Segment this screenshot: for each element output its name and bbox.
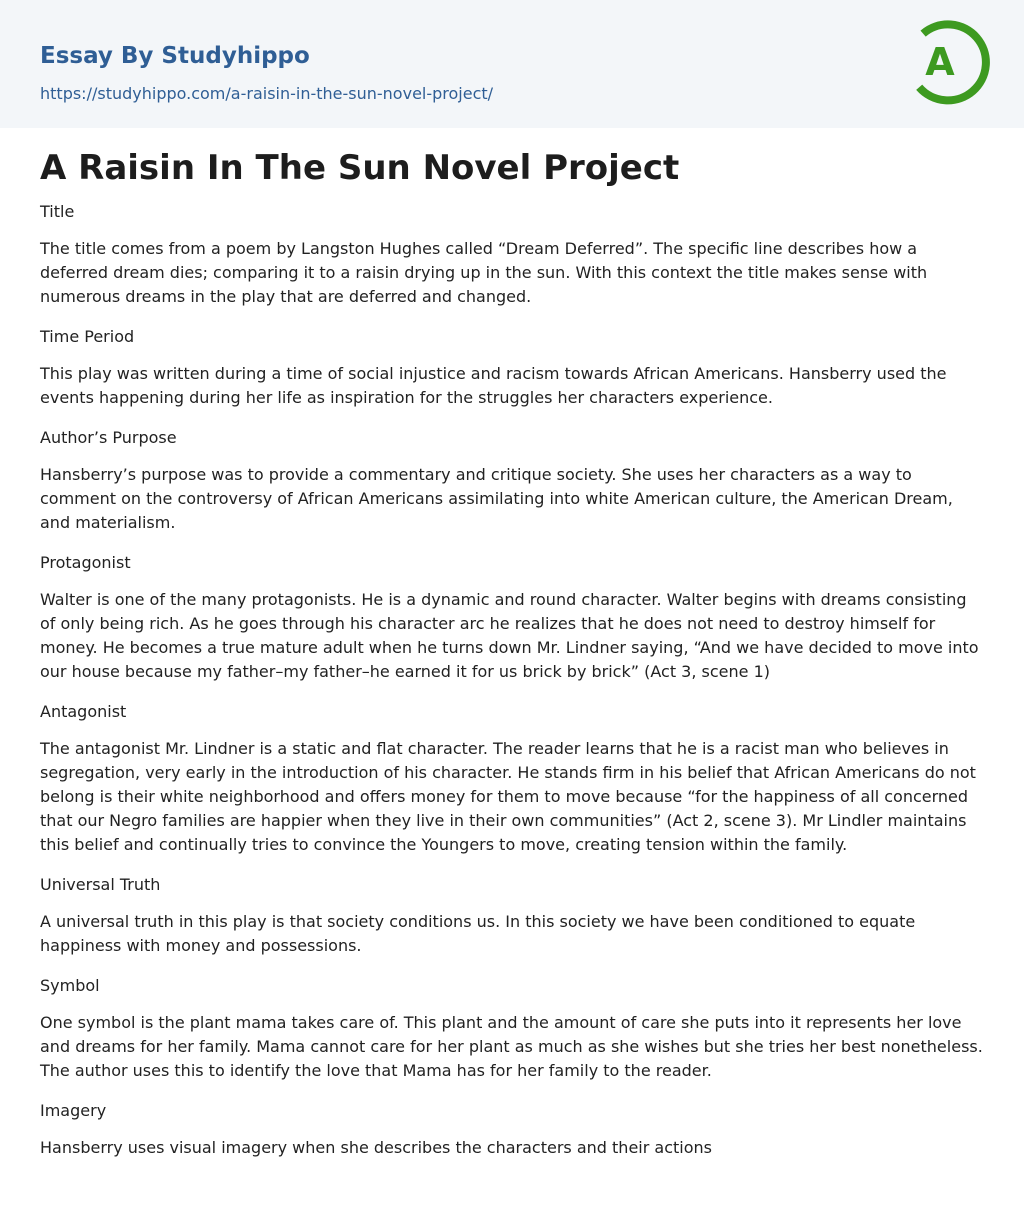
section-paragraph: A universal truth in this play is that society conditions us. In this society we have been conditioned to equate happiness with money and possessions.	[40, 912, 916, 955]
section-heading: Universal Truth	[40, 875, 161, 894]
section-paragraph: The title comes from a poem by Langston Hughes called “Dream Deferred”. The specific line describes how a deferred dream dies; comparing it to a raisin drying up in the sun. With this context the title makes sense with numerous dreams in the play that are deferred and changed.	[40, 239, 928, 306]
section-paragraph: Walter is one of the many protagonists. He is a dynamic and round character. Walter begins with dreams consisting of only being rich. As he goes through his character arc he realizes that he does not need to destroy himself for money. He becomes a true mature adult when he turns down Mr. Lindner saying, “And we have decided to move into our house because my father–my father–he earned it for us brick by brick” (Act 3, scene 1)	[40, 590, 979, 681]
section-heading: Protagonist	[40, 553, 131, 572]
essay-section	[40, 873, 984, 958]
logo-letter: A	[925, 40, 955, 84]
section-heading: Imagery	[40, 1101, 107, 1120]
essay-section	[40, 325, 984, 410]
essay-section	[40, 700, 984, 857]
site-header	[0, 0, 1024, 128]
section-heading: Title	[40, 202, 75, 221]
section-paragraph: Hansberry uses visual imagery when she describes the characters and their actions	[40, 1138, 712, 1157]
essay-section	[40, 200, 984, 309]
page-title: A Raisin In The Sun Novel Project	[40, 148, 680, 188]
essay-section	[40, 1099, 984, 1160]
essay-content	[0, 128, 1024, 1160]
section-paragraph: The antagonist Mr. Lindner is a static and flat character. The reader learns that he is a racist man who believes in segregation, very early in the introduction of his character. He stands firm in his belief that African Americans do not belong is their white neighborhood and offers money for them to move because “for the happiness of all concerned that our Negro families are happier when they live in their own communities” (Act 2, scene 3). Mr Lindler maintains this belief and continually tries to convince the Youngers to move, creating tension within the family.	[40, 739, 976, 854]
section-paragraph: This play was written during a time of social injustice and racism towards African Americans. Hansberry used the events happening during her life as inspiration for the struggles her characters experience.	[40, 364, 947, 407]
essay-section	[40, 426, 984, 535]
essay-section	[40, 974, 984, 1083]
section-heading: Symbol	[40, 976, 100, 995]
section-paragraph: One symbol is the plant mama takes care of. This plant and the amount of care she puts into it represents her love and dreams for her family. Mama cannot care for her plant as much as she wishes but she tries her best nonetheless. The author uses this to identify the love that Mama has for her family to the reader.	[40, 1013, 983, 1080]
section-heading: Antagonist	[40, 702, 127, 721]
site-brand[interactable]: Essay By Studyhippo	[40, 43, 310, 69]
section-heading: Author’s Purpose	[40, 428, 177, 447]
source-url-link[interactable]: https://studyhippo.com/a-raisin-in-the-sun-novel-project/	[40, 84, 494, 103]
section-paragraph: Hansberry’s purpose was to provide a commentary and critique society. She uses her characters as a way to comment on the controversy of African Americans assimilating into white American culture, the American Dream, and materialism.	[40, 465, 953, 532]
logo-icon[interactable]	[908, 17, 990, 107]
essay-section	[40, 551, 984, 684]
section-heading: Time Period	[40, 327, 135, 346]
